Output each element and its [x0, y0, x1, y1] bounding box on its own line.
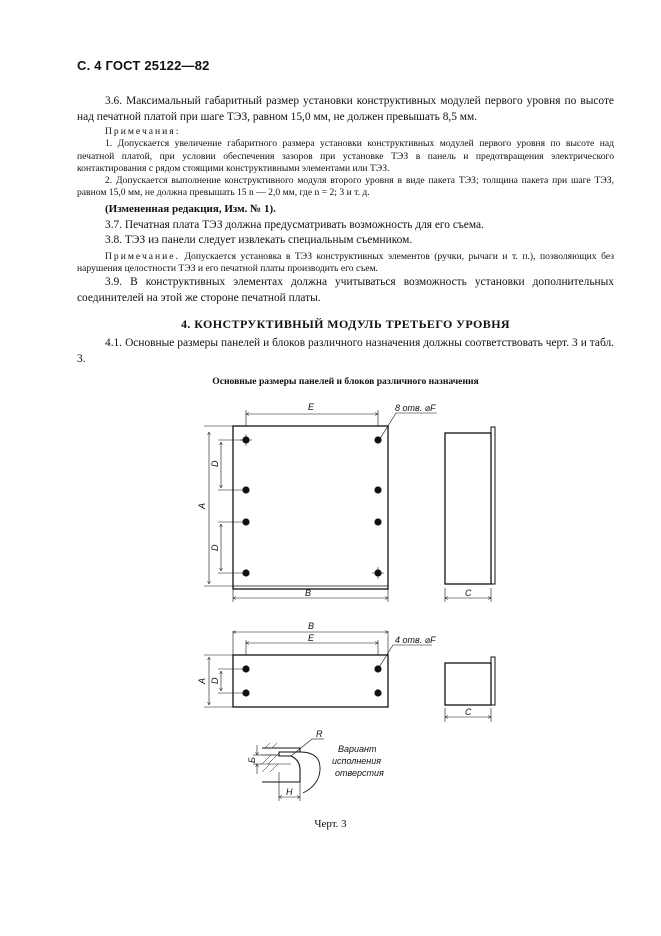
label-D-top-1: D: [210, 460, 220, 467]
variant-line-2: исполнения: [332, 756, 382, 766]
label-C-top: C: [465, 588, 472, 598]
note-label: Примечание.: [105, 251, 180, 262]
notes-title: Примечания:: [105, 126, 181, 137]
label-C-bottom: C: [465, 707, 472, 717]
detail-hatch: [262, 743, 278, 772]
label-R: R: [316, 729, 323, 739]
variant-line-3: отверстия: [335, 768, 384, 778]
label-H: H: [286, 787, 293, 797]
figure-number: Черт. 3: [314, 818, 347, 830]
paragraph-3-6: 3.6. Максимальный габаритный размер установки конструктивных модулей первого уровня по высоте над печатной платой при шаге ТЭЗ, равном 15,0 мм, не должен превышать 8,5 мм.: [77, 95, 614, 123]
note-text: Допускается установка в ТЭЗ конструктивных элементов (ручки, рычаги и т. п.), позволяющих без нарушения целостности ТЭЗ и его печатной платы производить его съем.: [77, 251, 614, 275]
label-holes-4: 4 отв. ⌀F: [395, 635, 436, 645]
label-G: Б: [247, 757, 257, 763]
front-view-large: [204, 410, 437, 602]
paragraph-3-7: 3.7. Печатная плата ТЭЗ должна предусматривать возможность для его съема.: [105, 218, 484, 231]
holes-large: [242, 436, 381, 576]
holes-small: [242, 665, 381, 696]
label-A-bottom: A: [197, 677, 207, 684]
paragraph-3-8: 3.8. ТЭЗ из панели следует извлекать специальным съемником.: [105, 234, 413, 246]
label-E-top: E: [308, 402, 315, 412]
label-A-top: A: [197, 502, 207, 509]
label-E-bottom: E: [308, 633, 315, 643]
side-view-large: [445, 427, 495, 602]
label-B-bottom: B: [308, 621, 315, 631]
note-2: 2. Допускается выполнение конструктивного модуля второго уровня в виде пакета ТЭЗ; толщина пакета при шаге ТЭЗ, равном 15,0 мм, не должна превышать 15 n — 2,0 мм, где n = 2; 3 и т. д.: [77, 175, 614, 199]
variant-line-1: Вариант: [338, 744, 377, 754]
section-title: 4. КОНСТРУКТИВНЫЙ МОДУЛЬ ТРЕТЬЕГО УРОВНЯ: [181, 317, 510, 331]
label-D-top-2: D: [210, 544, 220, 551]
page-header: С. 4 ГОСТ 25122—82: [77, 58, 210, 73]
label-B-top: B: [305, 588, 312, 598]
figure-caption: Основные размеры панелей и блоков различного назначения: [212, 376, 479, 387]
paragraph-3-9: 3.9. В конструктивных элементах должна учитываться возможность установки дополнительных соединителей на этой же стороне печатной платы.: [77, 276, 614, 304]
edition-note: (Измененная редакция, Изм. № 1).: [105, 203, 276, 215]
note-1: 1. Допускается увеличение габаритного размера установки конструктивных модулей первого уровня по высоте над печатной платой, при условии обеспечения зазоров при установке ТЭЗ в панель и предотвращения электрического контактирования с рядом стоящими конструктивными элементами или ТЭЗ.: [77, 138, 614, 174]
label-holes-8: 8 отв. ⌀F: [395, 403, 436, 413]
label-D-bottom: D: [210, 677, 220, 684]
paragraph-4-1: 4.1. Основные размеры панелей и блоков различного назначения должны соответствовать черт. 3 и табл. 3.: [77, 337, 614, 365]
